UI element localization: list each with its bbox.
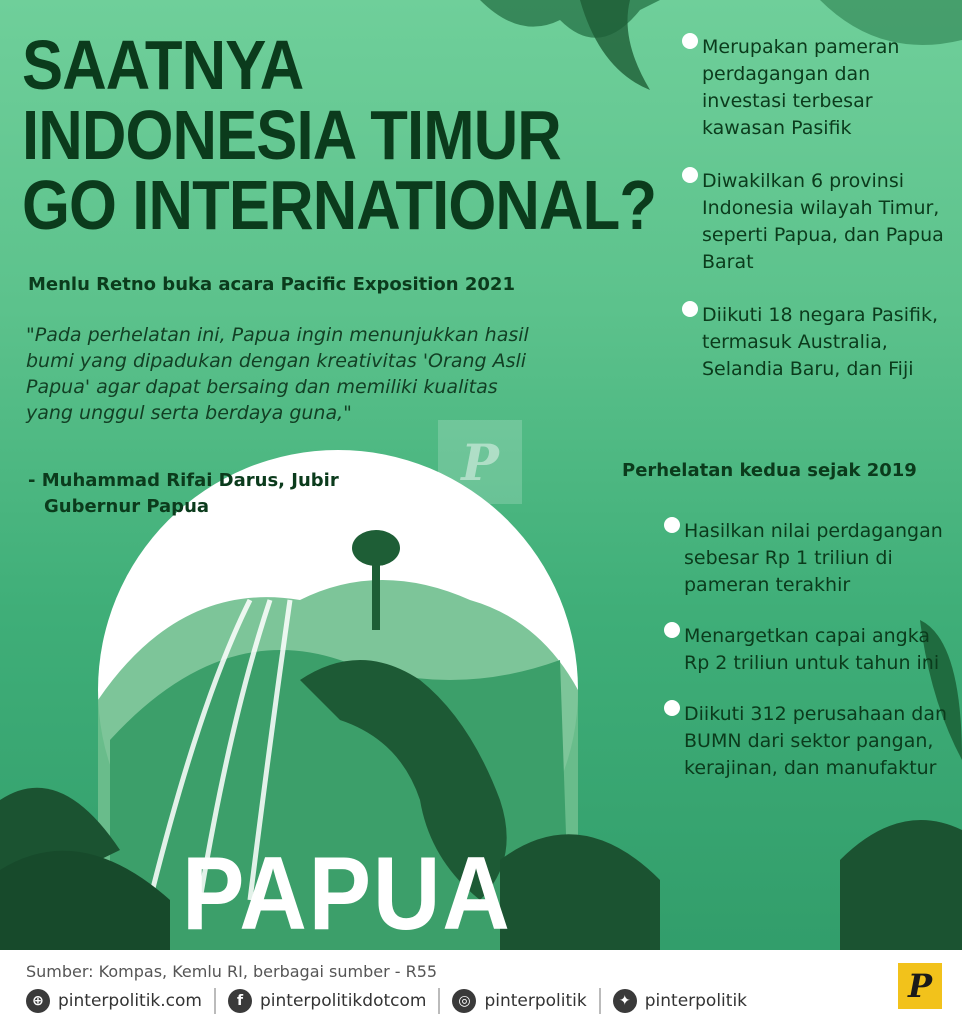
social-label: pinterpolitik <box>644 991 748 1011</box>
section-title: Perhelatan kedua sejak 2019 <box>622 460 917 481</box>
social-link-twitter[interactable] <box>613 989 747 1013</box>
list-item <box>672 701 952 782</box>
bullet-dot-icon <box>682 301 698 317</box>
bullet-dot-icon <box>664 622 680 638</box>
fact-text: Hasilkan nilai perdagangan sebesar Rp 1 triliun di pameran terakhir <box>684 520 943 596</box>
headline-line-2: INDONESIA TIMUR <box>22 96 561 174</box>
headline-line-1: SAATNYA <box>22 26 304 104</box>
headline <box>22 26 657 244</box>
social-label: pinterpolitik <box>484 991 587 1011</box>
bullet-dot-icon <box>664 517 680 533</box>
fact-text: Diikuti 18 negara Pasifik, termasuk Australia, Selandia Baru, dan Fiji <box>702 304 938 380</box>
fact-text: Merupakan pameran perdagangan dan investasi terbesar kawasan Pasifik <box>702 36 900 139</box>
speaker-line-2: Gubernur Papua <box>44 496 210 517</box>
bullet-dot-icon <box>664 700 680 716</box>
list-item <box>690 34 950 142</box>
social-link-facebook[interactable] <box>228 989 426 1013</box>
fact-text: Diwakilkan 6 provinsi Indonesia wilayah Timur, seperti Papua, dan Papua Barat <box>702 170 944 273</box>
quote-speaker <box>28 468 339 520</box>
list-item <box>672 518 952 599</box>
list-item <box>690 168 950 276</box>
social-link-website[interactable] <box>26 989 202 1013</box>
globe-icon: ⊕ <box>26 989 50 1013</box>
fact-text: Menargetkan capai angka Rp 2 triliun untuk tahun ini <box>684 625 940 674</box>
list-item <box>672 623 952 677</box>
social-links <box>26 988 747 1014</box>
social-label: pinterpolitik.com <box>58 991 202 1011</box>
divider <box>438 988 440 1014</box>
headline-line-3: GO INTERNATIONAL? <box>22 166 657 244</box>
bullet-dot-icon <box>682 33 698 49</box>
bullet-dot-icon <box>682 167 698 183</box>
twitter-icon: ✦ <box>613 989 637 1013</box>
divider <box>214 988 216 1014</box>
fact-text: Diikuti 312 perusahaan dan BUMN dari sektor pangan, kerajinan, dan manufaktur <box>684 703 948 779</box>
facts-top-list <box>690 34 950 409</box>
social-link-instagram[interactable] <box>452 989 586 1013</box>
brand-logo: P <box>898 963 942 1009</box>
quote-text: "Pada perhelatan ini, Papua ingin menunjukkan hasil bumi yang dipadukan dengan kreativitas 'Orang Asli Papua' agar dapat bersaing dan memiliki kualitas yang unggul serta berdaya guna," <box>26 324 529 424</box>
instagram-icon: ◎ <box>452 989 476 1013</box>
footer <box>0 950 962 1024</box>
speaker-line-1: - Muhammad Rifai Darus, Jubir <box>28 470 339 491</box>
list-item <box>690 302 950 383</box>
divider <box>599 988 601 1014</box>
source-credit: Sumber: Kompas, Kemlu RI, berbagai sumber - R55 <box>26 962 438 981</box>
facts-bottom-list <box>672 518 952 806</box>
watermark-logo: P <box>438 420 522 504</box>
social-label: pinterpolitikdotcom <box>260 991 427 1011</box>
subtitle: Menlu Retno buka acara Pacific Exposition 2021 <box>28 274 515 295</box>
papua-label: PAPUA <box>182 836 512 950</box>
facebook-icon: f <box>228 989 252 1013</box>
